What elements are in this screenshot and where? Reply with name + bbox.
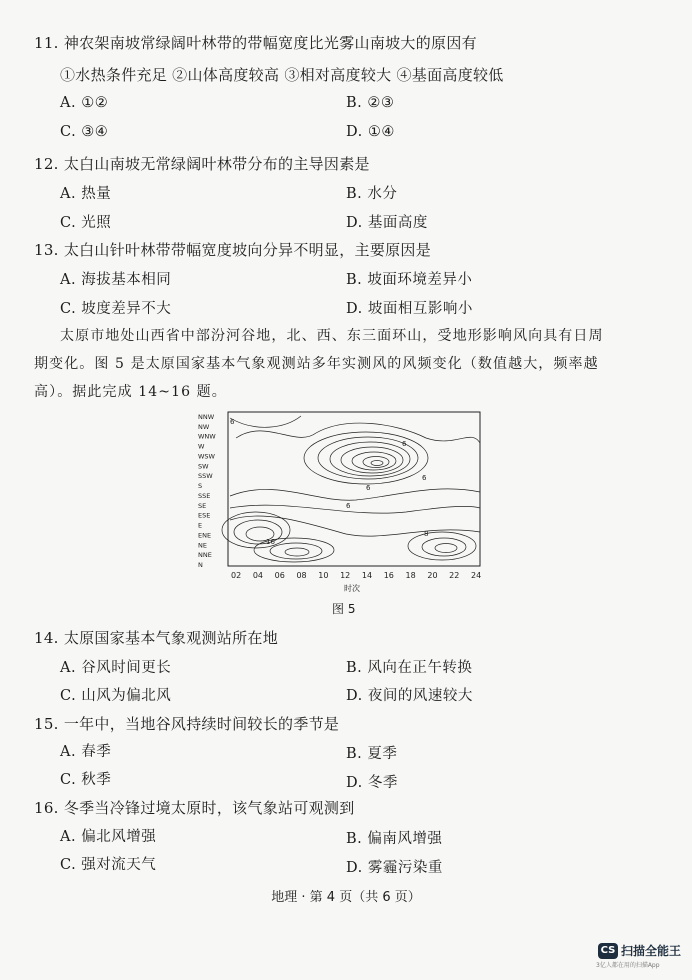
x-tick-label: 10 (318, 571, 329, 580)
question-12-option-c: C. 光照 (60, 215, 112, 231)
scanner-watermark (598, 940, 681, 959)
x-tick-label: 14 (361, 571, 373, 580)
passage-line-3: 高）。据此完成 14~16 题。 (34, 384, 227, 400)
contour-upper-4 (341, 447, 403, 473)
question-13-option-b: B. 坡面环境差异小 (346, 272, 473, 288)
contour-label: 8 (424, 530, 429, 538)
question-14-option-b: B. 风向在正午转换 (346, 660, 473, 676)
y-tick-label: E (198, 521, 203, 530)
y-tick-label: NNE (198, 551, 212, 560)
question-12-option-d: D. 基面高度 (346, 215, 428, 231)
question-12-option-b: B. 水分 (346, 186, 398, 202)
y-tick-label: SW (198, 462, 209, 471)
question-14-option-d: D. 夜间的风速较大 (346, 688, 473, 704)
x-tick-label: 08 (296, 571, 307, 580)
x-axis-labels (231, 571, 481, 580)
contour-upper-6 (363, 457, 389, 468)
passage-line-2: 期变化。图 5 是太原国家基本气象观测站多年实测风的风频变化（数值越大，频率越 (34, 356, 599, 372)
question-15-option-a: A. 春季 (60, 744, 112, 760)
camscanner-logo-icon: CS (598, 943, 618, 959)
y-tick-label: SE (198, 501, 207, 510)
question-15-option-b: B. 夏季 (346, 746, 398, 762)
y-tick-label: N (198, 561, 203, 569)
question-13-stem: 13. 太白山针叶林带带幅宽度坡向分异不明显，主要原因是 (34, 241, 432, 259)
y-tick-label: ENE (198, 531, 212, 540)
question-14-option-a: A. 谷风时间更长 (60, 660, 172, 676)
question-11-stem: 11. 神农架南坡常绿阔叶林带的带幅宽度比光雾山南坡大的原因有 (34, 34, 477, 52)
contour-lower-outer (230, 516, 480, 536)
x-axis-title: 时次 (344, 584, 360, 593)
x-tick-label: 04 (252, 571, 264, 580)
question-12-stem: 12. 太白山南坡无常绿阔叶林带分布的主导因素是 (34, 155, 370, 173)
x-tick-label: 06 (274, 571, 285, 580)
question-14-option-c: C. 山风为偏北风 (60, 688, 172, 704)
passage-line-1: 太原市地处山西省中部汾河谷地，北、西、东三面环山，受地形影响风向具有日周 (60, 328, 604, 344)
question-15-option-c: C. 秋季 (60, 772, 112, 788)
contour-label: 6 (230, 418, 235, 426)
y-tick-label: S (198, 482, 203, 491)
contour-middle-1 (230, 489, 480, 500)
x-tick-label: 02 (231, 571, 242, 580)
watermark-tagline: 3亿人都在用的扫描App (596, 962, 660, 969)
x-tick-label: 12 (340, 571, 351, 580)
contour-lower-center-2 (270, 543, 322, 559)
figure-caption: 图 5 (332, 602, 356, 616)
watermark-title: 扫描全能王 (621, 944, 682, 958)
question-15-option-d: D. 冬季 (346, 775, 398, 791)
question-16-option-d: D. 雾霾污染重 (346, 860, 443, 876)
question-16-option-b: B. 偏南风增强 (346, 831, 443, 847)
question-11-option-c: C. ③④ (60, 124, 109, 140)
wind-frequency-contour-figure (196, 408, 496, 594)
y-tick-label: W (198, 442, 205, 451)
question-11-statements: ①水热条件充足 ②山体高度较高 ③相对高度较大 ④基面高度较低 (60, 66, 504, 84)
contour-middle-2 (230, 505, 480, 513)
question-11-option-b: B. ②③ (346, 95, 395, 111)
contour-label: 6 (422, 474, 427, 482)
question-13-option-c: C. 坡度差异不大 (60, 301, 172, 317)
x-tick-label: 24 (471, 571, 482, 580)
question-16-option-a: A. 偏北风增强 (60, 829, 157, 845)
page-footer: 地理 · 第 4 页（共 6 页） (271, 890, 421, 905)
question-15-stem: 15. 一年中，当地谷风持续时间较长的季节是 (34, 715, 340, 733)
x-tick-label: 18 (405, 571, 416, 580)
question-16-option-c: C. 强对流天气 (60, 857, 157, 873)
contour-label: 6 (366, 484, 371, 492)
y-tick-label: SSW (198, 472, 213, 481)
y-tick-label: SSE (198, 491, 211, 500)
question-11-option-a: A. ①② (60, 95, 109, 111)
contour-upper-left (230, 416, 301, 427)
contour-label: 6 (346, 502, 351, 510)
x-tick-label: 16 (383, 571, 394, 580)
y-tick-label: NNW (198, 413, 215, 421)
contour-lower-right-3 (435, 544, 457, 553)
question-13-option-d: D. 坡面相互影响小 (346, 301, 473, 317)
y-tick-label: WSW (198, 452, 215, 461)
contour-upper-7 (371, 461, 383, 466)
x-tick-label: 22 (449, 571, 460, 580)
y-tick-label: WNW (198, 432, 216, 441)
y-tick-label: ESE (198, 511, 211, 520)
y-axis-labels (198, 413, 216, 569)
question-12-option-a: A. 热量 (60, 186, 112, 202)
question-16-stem: 16. 冬季当冷锋过境太原时，该气象站可观测到 (34, 799, 355, 817)
contour-label: 16 (266, 538, 275, 546)
contour-lines (222, 416, 480, 562)
contour-lower-center-3 (285, 548, 309, 556)
y-tick-label: NE (198, 541, 207, 550)
contour-upper-outer (236, 423, 480, 443)
contour-lower-right-2 (422, 538, 466, 556)
y-tick-label: NW (198, 422, 210, 431)
question-13-option-a: A. 海拔基本相同 (60, 272, 172, 288)
x-tick-label: 20 (427, 571, 438, 580)
question-11-option-d: D. ①④ (346, 124, 395, 140)
contour-label: 6 (402, 440, 407, 448)
question-14-stem: 14. 太原国家基本气象观测站所在地 (34, 629, 279, 647)
